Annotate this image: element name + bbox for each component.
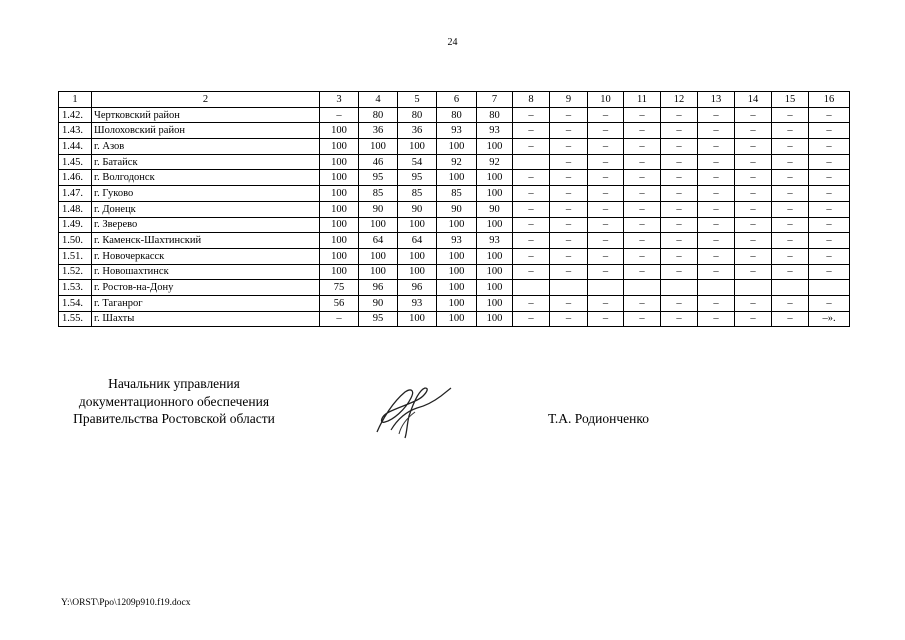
table-cell: 100	[477, 264, 513, 280]
table-cell: 100	[477, 248, 513, 264]
table-cell: 93	[477, 233, 513, 249]
table-cell: –	[772, 248, 809, 264]
table-cell: –	[550, 170, 588, 186]
table-cell: 46	[359, 154, 398, 170]
table-cell	[735, 280, 772, 296]
table-cell: 6	[437, 92, 477, 108]
table-cell: –	[698, 201, 735, 217]
signatory-position	[59, 375, 289, 428]
table-cell: –	[624, 154, 661, 170]
table-cell	[624, 280, 661, 296]
table-cell: –	[661, 248, 698, 264]
table-row	[59, 186, 850, 202]
table-cell: –	[588, 217, 624, 233]
table-cell: 100	[398, 248, 437, 264]
table-cell: 100	[477, 186, 513, 202]
table-cell	[513, 280, 550, 296]
table-cell: 15	[772, 92, 809, 108]
table-cell: 5	[398, 92, 437, 108]
table-cell: –	[588, 186, 624, 202]
table-cell: 36	[359, 123, 398, 139]
table-cell: –	[772, 107, 809, 123]
table-cell: –	[809, 186, 850, 202]
position-line-1: Начальник управления	[108, 376, 240, 391]
table-cell: –	[513, 186, 550, 202]
table-cell: –	[809, 295, 850, 311]
table-cell: г. Волгодонск	[92, 170, 320, 186]
table-cell: –	[624, 217, 661, 233]
table-cell: –	[550, 139, 588, 155]
table-cell: 1.42.	[59, 107, 92, 123]
table-row	[59, 264, 850, 280]
table-cell: Шолоховский район	[92, 123, 320, 139]
table-row	[59, 170, 850, 186]
table-cell: 100	[398, 139, 437, 155]
table-cell: 64	[359, 233, 398, 249]
table-cell: –	[698, 186, 735, 202]
table-cell: 14	[735, 92, 772, 108]
table-cell: –	[735, 248, 772, 264]
table-cell: –	[588, 295, 624, 311]
table-cell: –	[513, 295, 550, 311]
table-cell: 75	[320, 280, 359, 296]
table-row	[59, 233, 850, 249]
signatory-name: Т.А. Родионченко	[548, 411, 649, 426]
table-row	[59, 295, 850, 311]
table-cell: –	[772, 123, 809, 139]
table-cell: 96	[359, 280, 398, 296]
table-cell: 90	[398, 201, 437, 217]
handwritten-signature	[371, 382, 453, 440]
table-cell: 85	[398, 186, 437, 202]
table-row	[59, 201, 850, 217]
table-cell: 100	[398, 217, 437, 233]
table-cell	[588, 280, 624, 296]
table-cell: –	[513, 217, 550, 233]
table-cell: –	[735, 201, 772, 217]
table-cell: –	[735, 123, 772, 139]
table-cell: –	[809, 264, 850, 280]
table-row	[59, 217, 850, 233]
position-line-3: Правительства Ростовской области	[73, 411, 275, 426]
table-cell: –	[624, 139, 661, 155]
table-cell: 100	[320, 139, 359, 155]
table-cell: –	[513, 248, 550, 264]
table-cell: 100	[320, 154, 359, 170]
table-cell: 64	[398, 233, 437, 249]
table-cell: –	[772, 170, 809, 186]
table-cell: –	[735, 264, 772, 280]
table-cell: 36	[398, 123, 437, 139]
table-cell: 1.44.	[59, 139, 92, 155]
table-cell: 7	[477, 92, 513, 108]
table-cell: 100	[320, 248, 359, 264]
table-cell: 1.46.	[59, 170, 92, 186]
table-cell: –	[513, 201, 550, 217]
table-cell: –	[550, 295, 588, 311]
table-cell: –	[735, 107, 772, 123]
table-cell: г. Шахты	[92, 311, 320, 327]
table-cell: 10	[588, 92, 624, 108]
table-cell: –	[735, 311, 772, 327]
table-cell: –	[588, 233, 624, 249]
table-cell: –	[698, 217, 735, 233]
table-cell	[772, 280, 809, 296]
table-cell: –	[772, 201, 809, 217]
table-cell: г. Батайск	[92, 154, 320, 170]
table-cell: 100	[437, 280, 477, 296]
table-cell: 1.48.	[59, 201, 92, 217]
table-cell: 92	[477, 154, 513, 170]
table-cell: 16	[809, 92, 850, 108]
table-cell: –	[698, 170, 735, 186]
table-cell: –	[550, 107, 588, 123]
table-cell: 1.54.	[59, 295, 92, 311]
table-cell: 100	[320, 201, 359, 217]
table-cell: 11	[624, 92, 661, 108]
table-cell: –	[698, 123, 735, 139]
table-cell: –	[550, 217, 588, 233]
table-cell: 80	[359, 107, 398, 123]
table-cell: 2	[92, 92, 320, 108]
table-cell: –	[513, 123, 550, 139]
table-cell: г. Каменск-Шахтинский	[92, 233, 320, 249]
table-cell: –	[588, 139, 624, 155]
table-cell	[661, 280, 698, 296]
table-cell: 90	[359, 295, 398, 311]
table-cell: 93	[437, 233, 477, 249]
table-cell	[550, 280, 588, 296]
table-cell: –	[588, 248, 624, 264]
table-cell: 8	[513, 92, 550, 108]
table-header-row	[59, 92, 850, 108]
table-cell: –	[735, 186, 772, 202]
table-cell: –	[661, 264, 698, 280]
table-cell: –	[772, 154, 809, 170]
table-cell: 100	[320, 170, 359, 186]
table-cell: 1.51.	[59, 248, 92, 264]
table-cell: 1.50.	[59, 233, 92, 249]
table-cell: Чертковский район	[92, 107, 320, 123]
table-cell: –	[550, 264, 588, 280]
table-cell: 92	[437, 154, 477, 170]
table-cell: –	[772, 233, 809, 249]
table-row	[59, 139, 850, 155]
table-cell: г. Новошахтинск	[92, 264, 320, 280]
table-cell: 1.47.	[59, 186, 92, 202]
table-cell: –	[809, 107, 850, 123]
table-cell	[809, 280, 850, 296]
file-path: Y:\ORST\Ppo\1209p910.f19.docx	[61, 598, 191, 608]
table-cell: –	[513, 311, 550, 327]
table-cell: –	[661, 123, 698, 139]
table-cell: –».	[809, 311, 850, 327]
table-cell: –	[772, 217, 809, 233]
table-row	[59, 123, 850, 139]
table-cell: 100	[398, 264, 437, 280]
table-cell: –	[588, 123, 624, 139]
table-cell: –	[588, 107, 624, 123]
table-cell: –	[772, 311, 809, 327]
table-cell: –	[661, 217, 698, 233]
table-cell: г. Азов	[92, 139, 320, 155]
table-cell: –	[588, 154, 624, 170]
table-cell: 100	[359, 139, 398, 155]
table-cell: –	[809, 217, 850, 233]
table-cell: 93	[477, 123, 513, 139]
table-cell: 90	[437, 201, 477, 217]
table-cell: –	[661, 154, 698, 170]
table-cell: 1.55.	[59, 311, 92, 327]
table-cell: –	[661, 139, 698, 155]
table-cell: –	[661, 186, 698, 202]
table-cell: –	[624, 201, 661, 217]
table-cell: –	[624, 248, 661, 264]
table-cell: г. Новочеркасск	[92, 248, 320, 264]
table-cell: 100	[437, 295, 477, 311]
table-cell: –	[698, 107, 735, 123]
table-cell: –	[698, 311, 735, 327]
table-cell: г. Донецк	[92, 201, 320, 217]
table-cell: –	[809, 123, 850, 139]
table-cell: 100	[477, 217, 513, 233]
table-cell: –	[698, 264, 735, 280]
table-cell: –	[588, 170, 624, 186]
table-cell: 100	[477, 295, 513, 311]
table-cell: 95	[359, 170, 398, 186]
table-cell: –	[624, 233, 661, 249]
table-cell: 100	[437, 264, 477, 280]
table-cell: –	[698, 233, 735, 249]
table-cell: –	[735, 154, 772, 170]
table-cell: 85	[437, 186, 477, 202]
table-cell: –	[550, 311, 588, 327]
table-cell: –	[809, 154, 850, 170]
table-cell: 100	[477, 280, 513, 296]
table-cell: 4	[359, 92, 398, 108]
table-cell: –	[624, 107, 661, 123]
table-cell: –	[624, 186, 661, 202]
table-cell: 100	[320, 264, 359, 280]
table-row	[59, 280, 850, 296]
table-cell: 90	[477, 201, 513, 217]
table-cell: –	[772, 139, 809, 155]
table-cell: 96	[398, 280, 437, 296]
table-cell: –	[661, 295, 698, 311]
table-cell: 1	[59, 92, 92, 108]
page-number: 24	[447, 37, 458, 48]
data-table	[58, 91, 850, 327]
table-cell: 100	[477, 170, 513, 186]
table-cell: –	[624, 123, 661, 139]
table-row	[59, 107, 850, 123]
table-cell: 12	[661, 92, 698, 108]
table-cell: –	[588, 201, 624, 217]
table-cell: 100	[477, 139, 513, 155]
table-cell: –	[624, 170, 661, 186]
table-cell: г. Ростов-на-Дону	[92, 280, 320, 296]
table-cell: –	[809, 170, 850, 186]
table-cell: –	[698, 248, 735, 264]
table-cell: –	[698, 295, 735, 311]
table-cell: 80	[477, 107, 513, 123]
table-cell: 100	[359, 264, 398, 280]
table-cell: –	[772, 264, 809, 280]
table-cell: 100	[320, 233, 359, 249]
table-cell: –	[661, 107, 698, 123]
table-cell: –	[735, 295, 772, 311]
table-cell: 54	[398, 154, 437, 170]
table-cell: –	[809, 139, 850, 155]
table-cell: 100	[320, 123, 359, 139]
table-cell: –	[735, 233, 772, 249]
table-cell: 85	[359, 186, 398, 202]
table-cell: 100	[477, 311, 513, 327]
table-cell: 90	[359, 201, 398, 217]
table-cell: 100	[359, 217, 398, 233]
table-cell: –	[735, 139, 772, 155]
table-cell: –	[320, 107, 359, 123]
table-cell: –	[513, 170, 550, 186]
table-cell: –	[661, 170, 698, 186]
table-cell: 1.43.	[59, 123, 92, 139]
table-row	[59, 311, 850, 327]
table-cell: –	[661, 233, 698, 249]
table-row	[59, 154, 850, 170]
table-cell: 1.52.	[59, 264, 92, 280]
table-cell: –	[698, 154, 735, 170]
table-cell: 9	[550, 92, 588, 108]
table-cell: –	[513, 264, 550, 280]
table-cell: 100	[320, 186, 359, 202]
table-row	[59, 248, 850, 264]
table-cell: –	[735, 170, 772, 186]
table-cell	[513, 154, 550, 170]
table-cell: 13	[698, 92, 735, 108]
table-cell: 1.45.	[59, 154, 92, 170]
table-cell: –	[550, 186, 588, 202]
table-cell: 100	[437, 139, 477, 155]
table-cell: –	[624, 311, 661, 327]
table-cell: 3	[320, 92, 359, 108]
table-cell: 80	[398, 107, 437, 123]
table-cell: 95	[359, 311, 398, 327]
table-cell: –	[588, 311, 624, 327]
table-cell: 100	[437, 248, 477, 264]
table-cell: –	[550, 123, 588, 139]
table-cell: –	[550, 233, 588, 249]
position-line-2: документационного обеспечения	[78, 393, 270, 409]
table-cell: –	[809, 248, 850, 264]
table-cell: 56	[320, 295, 359, 311]
table-cell: –	[513, 233, 550, 249]
table-cell: 100	[359, 248, 398, 264]
table-cell: 93	[398, 295, 437, 311]
table-cell: 100	[320, 217, 359, 233]
table-cell: –	[735, 217, 772, 233]
table-cell: –	[588, 264, 624, 280]
table-cell: –	[513, 139, 550, 155]
table-cell: 100	[437, 170, 477, 186]
table-cell: –	[513, 107, 550, 123]
table-cell: –	[698, 139, 735, 155]
table-cell: –	[772, 186, 809, 202]
table-cell: 95	[398, 170, 437, 186]
table-cell: 80	[437, 107, 477, 123]
table-cell: г. Таганрог	[92, 295, 320, 311]
table-cell: 1.53.	[59, 280, 92, 296]
table-cell: –	[772, 295, 809, 311]
table-cell: 100	[398, 311, 437, 327]
table-cell: г. Зверево	[92, 217, 320, 233]
table-cell: 93	[437, 123, 477, 139]
table-cell: –	[320, 311, 359, 327]
table-cell: –	[809, 233, 850, 249]
table-cell: 100	[437, 311, 477, 327]
table-cell: –	[550, 201, 588, 217]
table-cell	[698, 280, 735, 296]
table-cell: –	[661, 311, 698, 327]
table-cell: –	[550, 154, 588, 170]
table-cell: г. Гуково	[92, 186, 320, 202]
table-cell: –	[661, 201, 698, 217]
table-cell: –	[624, 264, 661, 280]
table-cell: 1.49.	[59, 217, 92, 233]
table-cell: –	[809, 201, 850, 217]
table-cell: –	[624, 295, 661, 311]
table-cell: 100	[437, 217, 477, 233]
table-cell: –	[550, 248, 588, 264]
